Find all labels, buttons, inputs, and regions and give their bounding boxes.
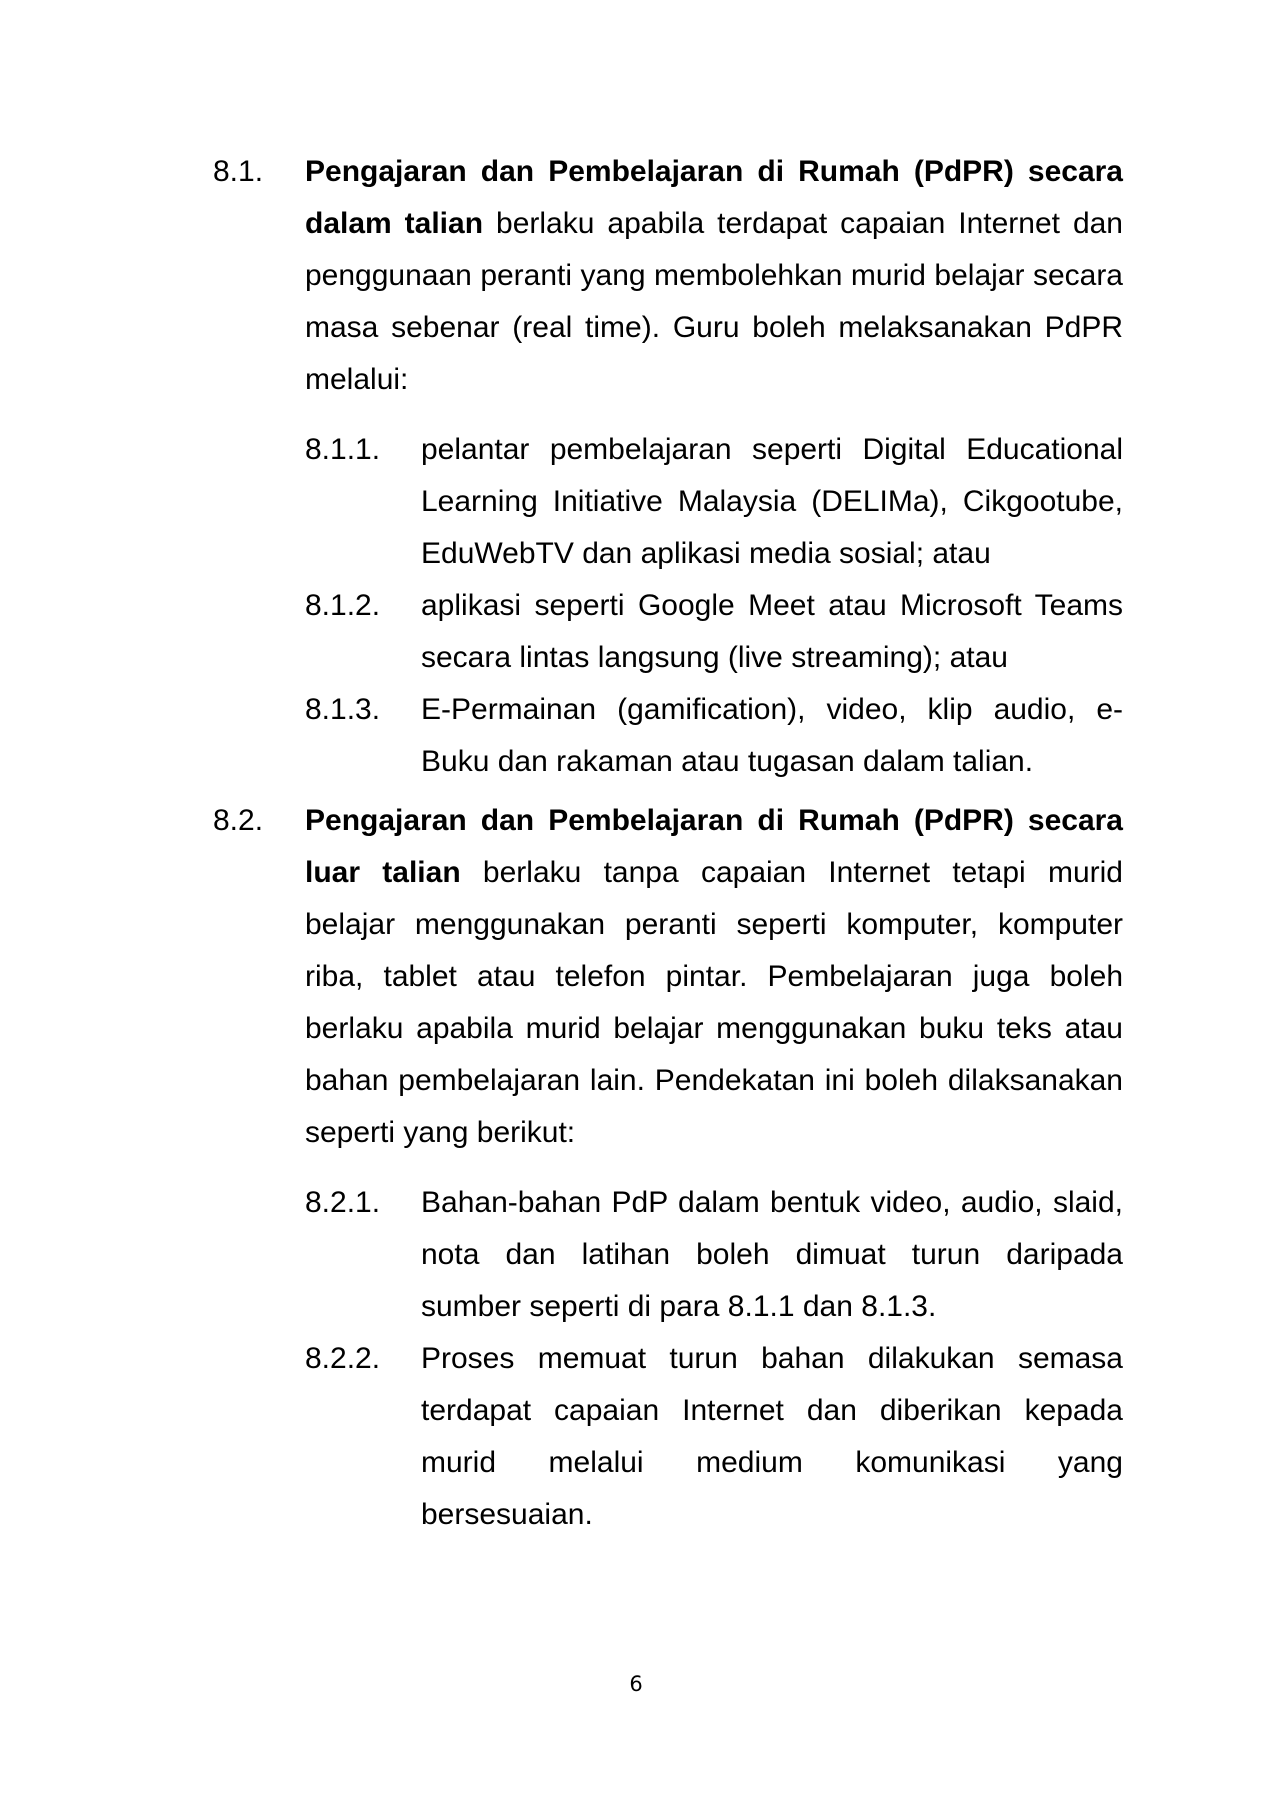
- section-heading-bold: Pengajaran dan Pembelajaran di Rumah (PdPR) secara dalam talian: [305, 155, 1123, 240]
- list-item-text: E-Permainan (gamification), video, klip audio, e-Buku dan rakaman atau tugasan dalam talian.: [421, 693, 1123, 778]
- list-item-text: Bahan-bahan PdP dalam bentuk video, audio, slaid, nota dan latihan boleh dimuat turun daripada sumber seperti di para 8.1.1 dan 8.1.3.: [421, 1186, 1123, 1323]
- section-text: berlaku tanpa capaian Internet tetapi murid belajar menggunakan peranti seperti komputer, komputer riba, tablet atau telefon pintar. Pembelajaran juga boleh berlaku apabila murid belajar menggunakan buku teks atau bahan pembelajaran lain. Pendekatan ini boleh dilaksanakan seperti yang berikut:: [305, 856, 1123, 1149]
- section-number: 8.2.: [213, 804, 264, 837]
- list-item-number: 8.1.1.: [305, 433, 381, 466]
- list-item-number: 8.1.3.: [305, 693, 381, 726]
- section-paragraph: [305, 795, 1123, 1159]
- section-paragraph: [305, 146, 1123, 406]
- list-item-text: pelantar pembelajaran seperti Digital Educational Learning Initiative Malaysia (DELIMa), Cikgootube, EduWebTV dan aplikasi media sosial; atau: [421, 433, 1123, 570]
- section-number: 8.1.: [213, 155, 264, 188]
- list-item-number: 8.2.1.: [305, 1186, 381, 1219]
- list-item-number: 8.2.2.: [305, 1342, 381, 1375]
- list-item-text: Proses memuat turun bahan dilakukan semasa terdapat capaian Internet dan diberikan kepada murid melalui medium komunikasi yang bersesuaian.: [421, 1342, 1123, 1531]
- list-item-text: aplikasi seperti Google Meet atau Microsoft Teams secara lintas langsung (live streaming); atau: [421, 589, 1123, 674]
- list-item-number: 8.1.2.: [305, 589, 381, 622]
- page-number: 6: [629, 1672, 643, 1696]
- section-text: berlaku apabila terdapat capaian Internet dan penggunaan peranti yang membolehkan murid belajar secara masa sebenar (real time). Guru boleh melaksanakan PdPR melalui:: [305, 207, 1123, 396]
- section-heading-bold: Pengajaran dan Pembelajaran di Rumah (PdPR) secara luar talian: [305, 804, 1123, 889]
